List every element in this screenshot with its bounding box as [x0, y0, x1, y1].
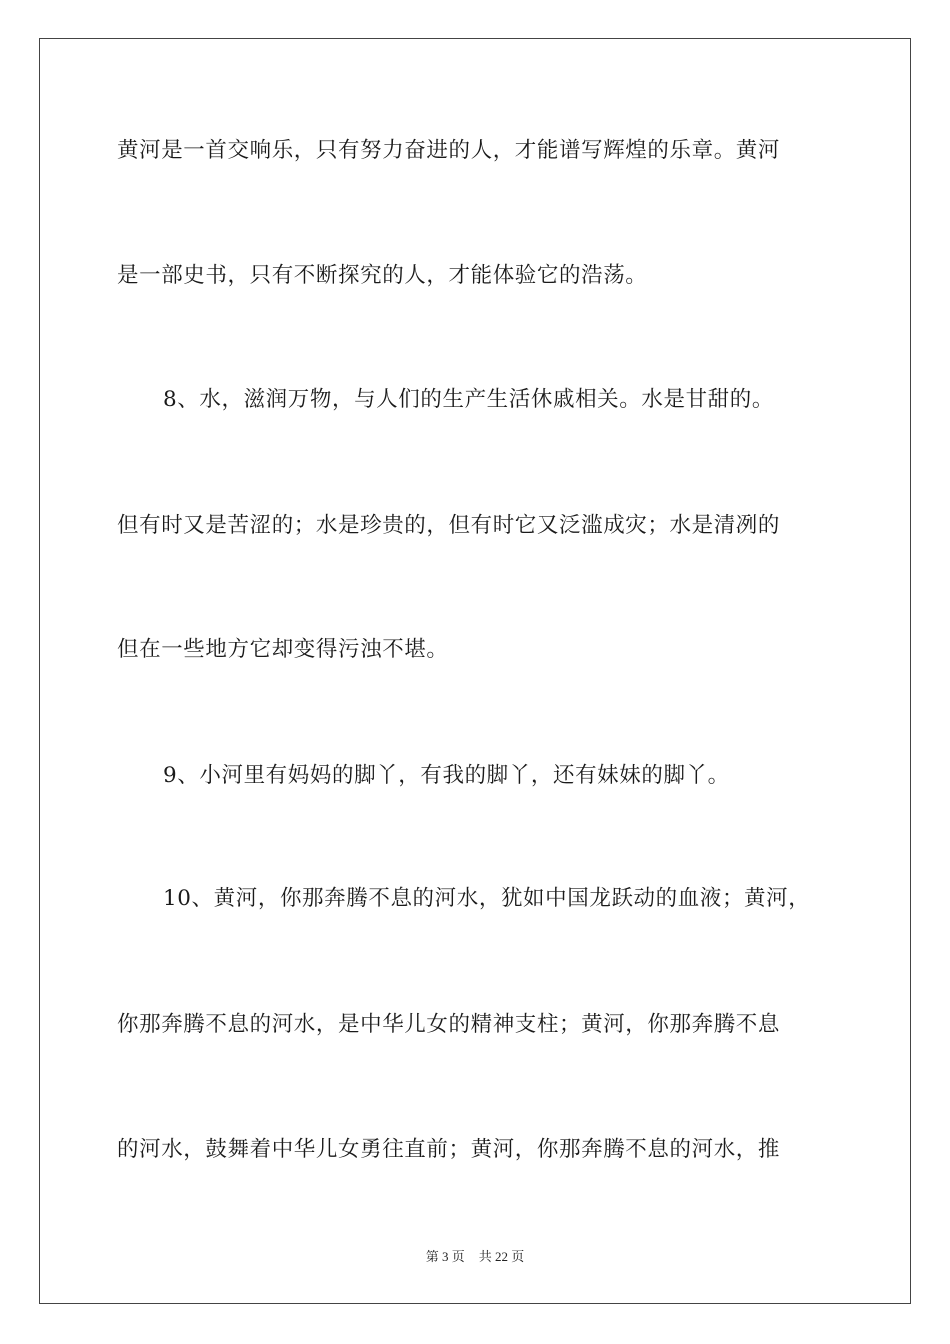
- body-text-line-5: 但在一些地方它却变得污浊不堪。: [117, 637, 449, 662]
- body-text-line-2: 是一部史书，只有不断探究的人，才能体验它的浩荡。: [117, 263, 648, 288]
- page-footer: [0, 1248, 950, 1266]
- total-pages: 共 22 页: [478, 1249, 525, 1264]
- body-text-line-6: 9、小河里有妈妈的脚丫，有我的脚丫，还有妹妹的脚丫。: [163, 763, 730, 788]
- body-text-line-9: 的河水，鼓舞着中华儿女勇往直前；黄河，你那奔腾不息的河水，推: [117, 1137, 781, 1162]
- page-number: 第 3 页: [425, 1249, 465, 1264]
- page-border: [39, 38, 911, 1304]
- body-text-line-1: 黄河是一首交响乐，只有努力奋进的人，才能谱写辉煌的乐章。黄河: [117, 138, 781, 163]
- body-text-line-3: 8、水，滋润万物，与人们的生产生活休戚相关。水是甘甜的。: [163, 387, 774, 412]
- body-text-line-4: 但有时又是苦涩的；水是珍贵的，但有时它又泛滥成灾；水是清冽的: [117, 513, 781, 538]
- body-text-line-8: 你那奔腾不息的河水，是中华儿女的精神支柱；黄河，你那奔腾不息: [117, 1012, 781, 1037]
- body-text-line-7: 10、黄河，你那奔腾不息的河水，犹如中国龙跃动的血液；黄河，: [163, 886, 811, 911]
